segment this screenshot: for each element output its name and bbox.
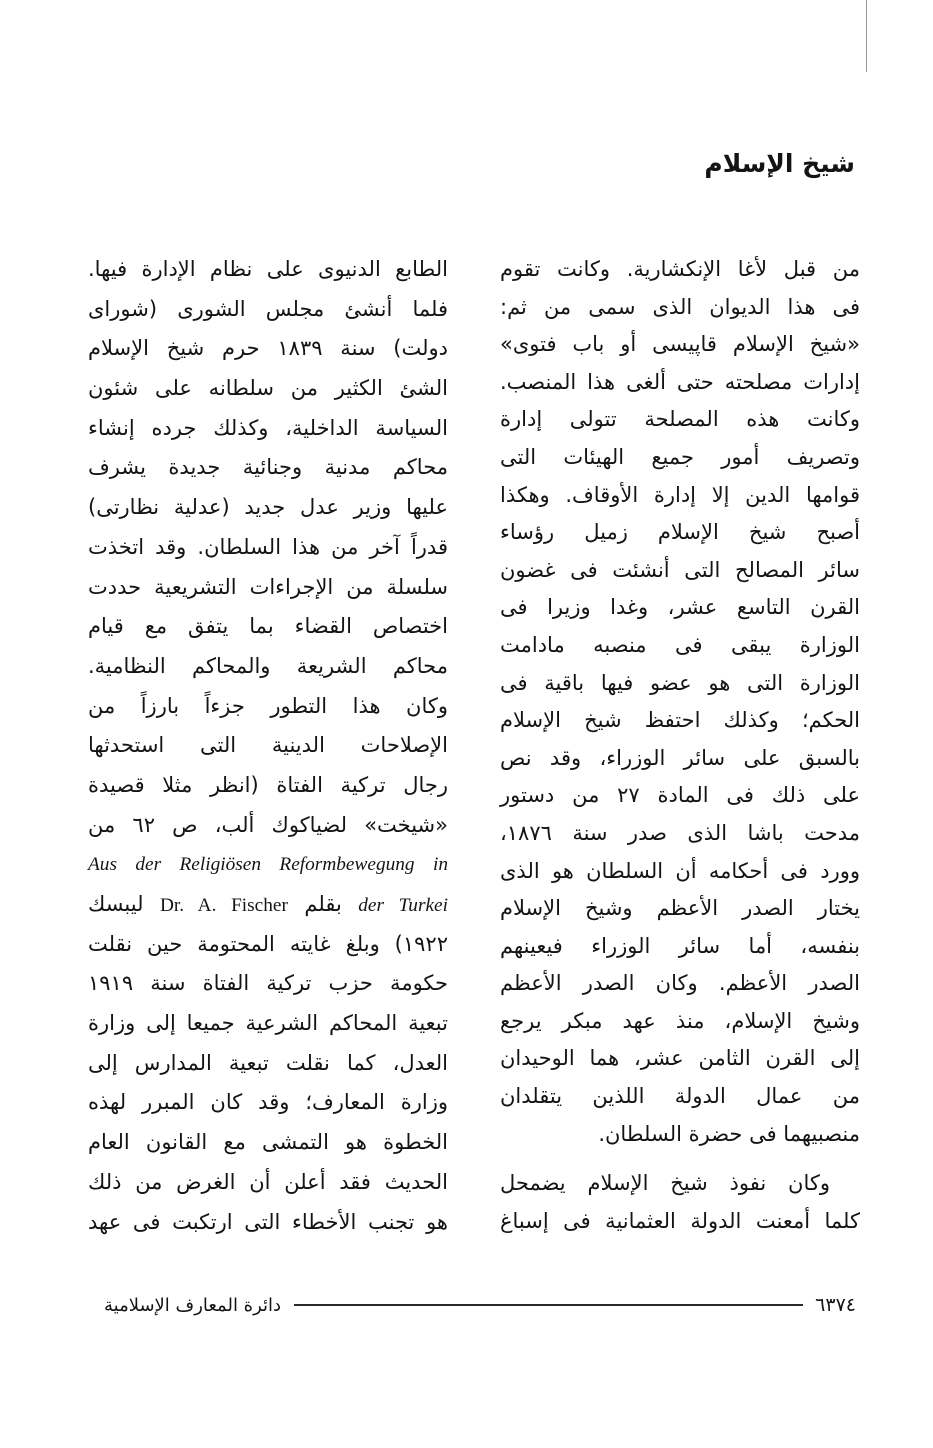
text-line: الإصلاحات الدينية التى استحدثها xyxy=(88,733,448,758)
page-footer xyxy=(104,1290,856,1320)
text-line: «شيخ الإسلام قاپيسى أو باب فتوى» xyxy=(500,332,860,357)
paragraph-last-line: منصبيهما فى حضرة السلطان. xyxy=(598,1121,860,1146)
text-line: أصبح شيخ الإسلام زميل رؤساء xyxy=(500,520,860,545)
text-line: «شيخت» لضياكوك ألب، ص ٦٢ من xyxy=(88,812,448,837)
publication-title: دائرة المعارف الإسلامية xyxy=(104,1294,282,1316)
citation-author: Dr. A. Fischer xyxy=(159,895,288,916)
citation-line xyxy=(88,885,448,925)
text-line: فى هذا الديوان الذى سمى من ثم: xyxy=(500,294,860,319)
citation-title-end: der Turkei xyxy=(358,895,448,916)
text-line: فلما أنشئ مجلس الشورى (شوراى xyxy=(88,296,448,321)
page-number: ٦٣٧٤ xyxy=(815,1294,856,1316)
text-line: وكان هذا التطور جزءاً بارزاً من xyxy=(88,693,448,718)
text-line: وشيخ الإسلام، منذ عهد مبكر يرجع xyxy=(500,1008,860,1033)
text-line: بالسبق على سائر الوزراء، وقد نص xyxy=(500,745,860,770)
text-line: على ذلك فى المادة ٢٧ من دستور xyxy=(500,783,861,808)
paragraph-first-line: وكان نفوذ شيخ الإسلام يضمحل xyxy=(500,1171,830,1196)
text-line: قوامها الدين إلا إدارة الأوقاف. وهكذا xyxy=(500,482,860,507)
text-line: وكانت هذه المصلحة تتولى إدارة xyxy=(500,407,860,432)
footer-rule xyxy=(294,1304,803,1306)
text-line: الوزارة التى هو عضو فيها باقية فى xyxy=(500,670,860,695)
text-line: حكومة حزب تركية الفتاة سنة ١٩١٩ xyxy=(88,971,448,996)
text-line: الطابع الدنيوى على نظام الإدارة فيها. xyxy=(88,257,448,281)
text-line: إلى القرن الثامن عشر، هما الوحيدان xyxy=(500,1046,860,1071)
text-line: بنفسه، أما سائر الوزراء فيعينهم xyxy=(500,933,860,958)
text-line: الشئ الكثير من سلطانه على شئون xyxy=(88,376,448,401)
text-line: رجال تركية الفتاة (انظر مثلا قصيدة xyxy=(88,772,448,797)
running-head-title: شيخ الإسلام xyxy=(704,149,855,178)
text-line: سلسلة من الإجراءات التشريعية حددت xyxy=(88,574,448,599)
text-line: محاكم الشريعة والمحاكم النظامية. xyxy=(88,653,448,678)
text-line: هو تجنب الأخطاء التى ارتكبت فى عهد xyxy=(88,1209,448,1234)
citation-place: ليبسك xyxy=(88,892,144,916)
text-line: القرن التاسع عشر، وغدا وزيرا فى xyxy=(500,595,860,620)
right-column xyxy=(500,251,860,1240)
text-line: الوزارة يبقى فى منصبه مادامت xyxy=(500,632,860,657)
text-line: يختار الصدر الأعظم وشيخ الإسلام xyxy=(500,896,860,921)
text-line: سائر المصالح التى أنشئت فى غضون xyxy=(500,557,860,582)
text-line: تبعية المحاكم الشرعية جميعا إلى وزارة xyxy=(88,1011,448,1036)
text-line: ١٩٢٢) وبلغ غايته المحتومة حين نقلت xyxy=(88,931,448,956)
text-line: قدراً آخر من هذا السلطان. وقد اتخذت xyxy=(88,534,448,559)
citation-by: بقلم xyxy=(304,892,342,916)
text-line: إدارات مصلحته حتى ألغى هذا المنصب. xyxy=(500,369,860,394)
text-line: اختصاص القضاء بما يتفق مع قيام xyxy=(88,614,448,639)
text-line: دولت) سنة ١٨٣٩ حرم شيخ الإسلام xyxy=(88,336,448,361)
text-line: كلما أمعنت الدولة العثمانية فى إسباغ xyxy=(500,1208,860,1233)
text-line: الصدر الأعظم. وكان الصدر الأعظم xyxy=(500,971,860,996)
text-line: الحكم؛ وكذلك احتفظ شيخ الإسلام xyxy=(500,708,860,733)
text-line: من قبل لأغا الإنكشارية. وكانت تقوم xyxy=(500,257,860,281)
text-line: الحديث فقد أعلن أن الغرض من ذلك xyxy=(88,1169,448,1194)
text-line: العدل، كما نقلت تبعية المدارس إلى xyxy=(88,1050,448,1075)
text-line: وتصريف أمور جميع الهيئات التى xyxy=(500,444,860,469)
citation-title-line: Aus der Religiösen Reformbewegung in xyxy=(88,854,448,876)
text-line: وزارة المعارف؛ وقد كان المبرر لهذه xyxy=(88,1090,448,1115)
text-line: السياسة الداخلية، وكذلك جرده إنشاء xyxy=(88,415,448,440)
left-column xyxy=(88,250,448,1242)
text-line: الخطوة هو التمشى مع القانون العام xyxy=(88,1130,448,1155)
text-line: مدحت باشا الذى صدر سنة ١٨٧٦، xyxy=(500,820,860,845)
text-line: محاكم مدنية وجنائية جديدة يشرف xyxy=(88,455,448,480)
crop-mark xyxy=(866,0,867,72)
text-line: وورد فى أحكامه أن السلطان هو الذى xyxy=(500,858,860,883)
text-line: من عمال الدولة اللذين يتقلدان xyxy=(500,1084,860,1109)
text-line: عليها وزير عدل جديد (عدلية نظارتى) xyxy=(88,495,448,520)
